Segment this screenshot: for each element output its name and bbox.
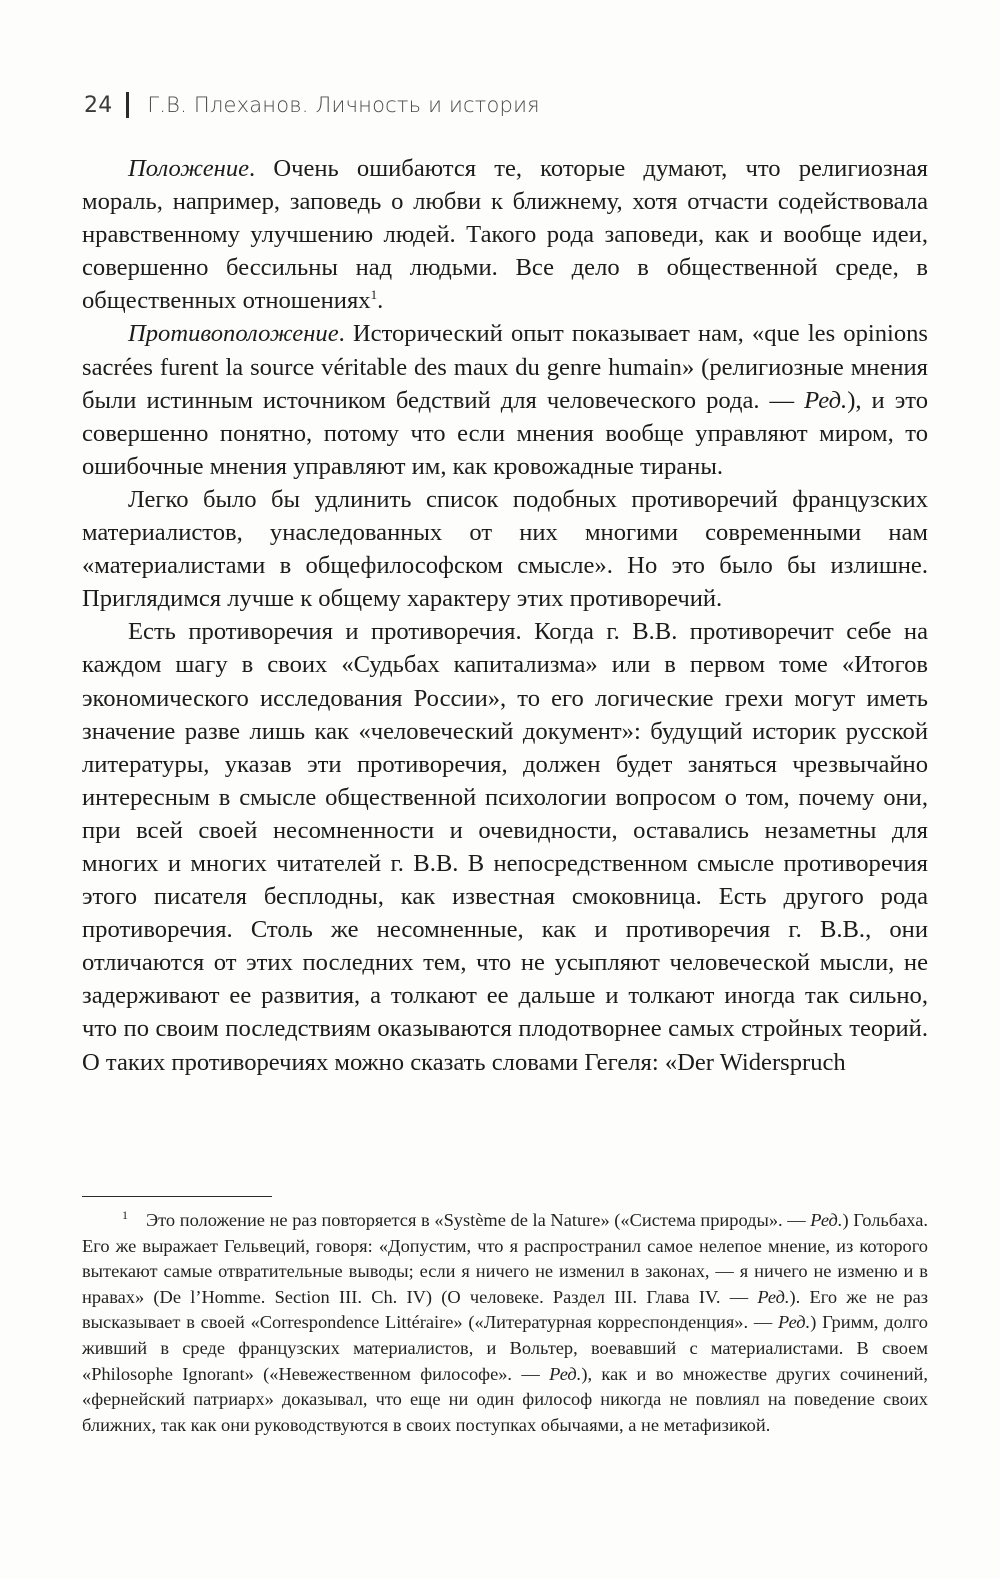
footnote-reference[interactable]: 1 (370, 287, 378, 303)
footnote-text-2: ) Гольбаха. Его же выражает Гельвеций, говоря: «Допустим, что я распространил самое нелепое мнение, из которого вытекают самые отвратительные выводы; если я ничего не изменил в законах, — я ничего не изменю и в нравах» (De l’Homme. Section III. Ch. IV) (О человеке. Раздел III. Глава IV. — (82, 1210, 928, 1307)
header-divider (126, 92, 129, 118)
paragraph-thesis-text: . Очень ошибаются те, которые думают, что религиозная мораль, например, заповедь о любви к ближнему, хотя отчасти содействовала нравственному улучшению людей. Такого рода заповеди, как и вообще идеи, совершенно бессильны над людьми. Все дело в общественной среде, в общественных отношениях (82, 155, 928, 315)
footnote-editor-note-2: Ред. (757, 1286, 790, 1307)
footnote-text-5: ), как и во множестве других сочинений, «фернейский патриарх» доказывал, что еще ни один философ никогда не повлиял на поведение своих ближних, так как они руководствуются в своих поступках обычаями, а не метафизикой. (82, 1363, 928, 1435)
footnote-editor-note-1: Ред. (810, 1210, 843, 1230)
book-title: Г.В. Плеханов. Личность и история (147, 93, 540, 117)
editor-note: Ред. (804, 386, 848, 414)
paragraph-thesis (82, 152, 928, 317)
running-head (84, 88, 540, 122)
footnote-mark: 1 (122, 1207, 128, 1222)
main-text (82, 152, 928, 1079)
paragraph-thesis-end: . (377, 287, 384, 315)
paragraph-antithesis (82, 317, 928, 482)
page-number: 24 (84, 92, 113, 118)
footnote-editor-note-3: Ред. (778, 1312, 811, 1333)
footnotes (82, 1208, 928, 1438)
footnote-text-4: ) Гримм, долго живший в среде французских материалистов, и Вольтер, воевавший с материалистами. В своем «Philosophe Ignorant» («Невежественном философе». — (82, 1312, 928, 1384)
paragraph-antithesis-text-a: . Исторический опыт показывает нам, «que les opinions sacrées furent la source véritable des maux du genre humain» (религиозные мнения были истинным источником бедствий для человеческого рода. — (82, 320, 928, 414)
paragraph-antithesis-text-b: ), и это совершенно понятно, потому что если мнения вообще управляют миром, то ошибочные мнения управляют им, как кровожадные тираны. (82, 386, 928, 480)
term-antithesis: Противоположение (128, 320, 339, 348)
footnote-1 (82, 1208, 928, 1438)
footnote-text-3: ). Его же не раз высказывает в своей «Correspondence Littéraire» («Литературная корреспонденция». — (82, 1286, 928, 1333)
paragraph-4: Есть противоречия и противоречия. Когда г. В.В. противоречит себе на каждом шагу в своих «Судьбах капитализма» или в первом томе «Итогов экономического исследования России», то его логические грехи могут иметь значение разве лишь как «человеческий документ»: будущий историк русской литературы, указав эти противоречия, должен будет заняться чрезвычайно интересным в смысле общественной психологии вопросом о том, почему они, при всей своей несомненности и очевидности, оставались незаметны для многих и многих читателей г. В.В. В непосредственном смысле противоречия этого писателя бесплодны, как известная смоковница. Есть другого рода противоречия. Столь же несомненные, как и противоречия г. В.В., они отличаются от этих последних тем, что не усыпляют человеческой мысли, не задерживают ее развития, а толкают ее дальше и толкают иногда так сильно, что по своим последствиям оказываются плодотворнее самых стройных теорий. О таких противоречиях можно сказать словами Гегеля: «Der Widerspruch (82, 618, 928, 1076)
footnote-text-1: Это положение не раз повторяется в «Système de la Nature» («Система природы». — (146, 1210, 811, 1230)
term-thesis: Положение (128, 155, 250, 182)
paragraph-3: Легко было бы удлинить список подобных противоречий французских материалистов, унаследованных от них многими современными нам «материалистами в общефилософском смысле». Но это было бы излишне. Приглядимся лучше к общему характеру этих противоречий. (82, 485, 928, 613)
footnote-editor-note-4: Ред. (549, 1363, 582, 1384)
footnote-rule (82, 1196, 272, 1197)
